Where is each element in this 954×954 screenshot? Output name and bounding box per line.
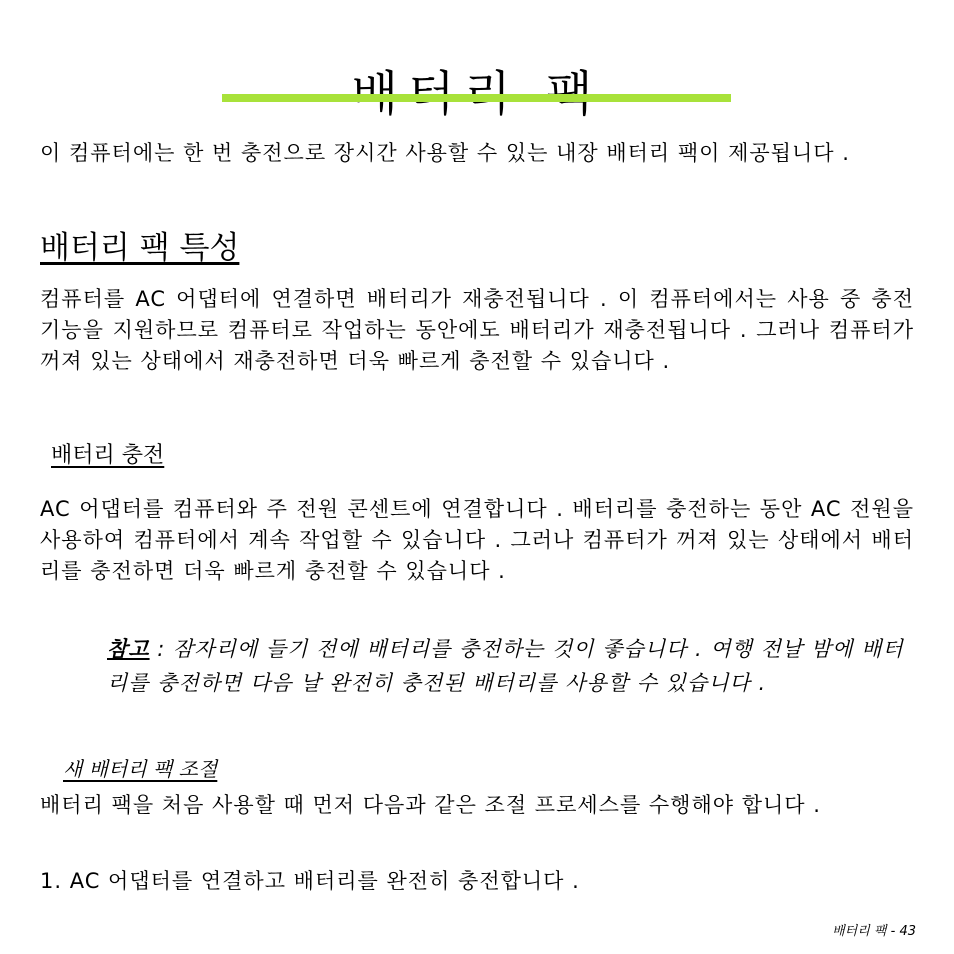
conditioning-paragraph: 배터리 팩을 처음 사용할 때 먼저 다음과 같은 조절 프로세스를 수행해야 합니다 . <box>40 793 821 817</box>
title-accent-bar <box>222 94 731 102</box>
battery-charging-paragraph: AC 어댑터를 컴퓨터와 주 전원 콘센트에 연결합니다 . 배터리를 충전하는 동안 AC 전원을 사용하여 컴퓨터에서 계속 작업할 수 있습니다 . 그러나 컴퓨터가 꺼져 있는 상태에서 배터리를 충전하면 더욱 빠르게 충전할 수 있습니다 . <box>40 497 914 583</box>
section-heading-battery-features: 배터리 팩 특성 <box>40 230 240 266</box>
note-text: : 잠자리에 들기 전에 배터리를 충전하는 것이 좋습니다 . 여행 전날 밤에 배터리를 충전하면 다음 날 완전히 충전된 배터리를 사용할 수 있습니다 . <box>107 637 904 695</box>
note-label: 참고 <box>107 637 150 661</box>
page-footer: 배터리 팩 - 43 <box>832 924 916 939</box>
subheading-conditioning: 새 배터리 팩 조절 <box>63 757 218 781</box>
battery-features-paragraph: 컴퓨터를 AC 어댑터에 연결하면 배터리가 재충전됩니다 . 이 컴퓨터에서는 사용 중 충전 기능을 지원하므로 컴퓨터로 작업하는 동안에도 배터리가 재충전됩니다 . 그러나 컴퓨터가 꺼져 있는 상태에서 재충전하면 더욱 빠르게 충전할 수 있습니다 . <box>40 287 914 373</box>
step-1: 1. AC 어댑터를 연결하고 배터리를 완전히 충전합니다 . <box>40 869 580 893</box>
intro-paragraph: 이 컴퓨터에는 한 번 충전으로 장시간 사용할 수 있는 내장 배터리 팩이 제공됩니다 . <box>40 141 850 165</box>
note-block <box>107 632 915 700</box>
subheading-battery-charging: 배터리 충전 <box>51 443 165 468</box>
